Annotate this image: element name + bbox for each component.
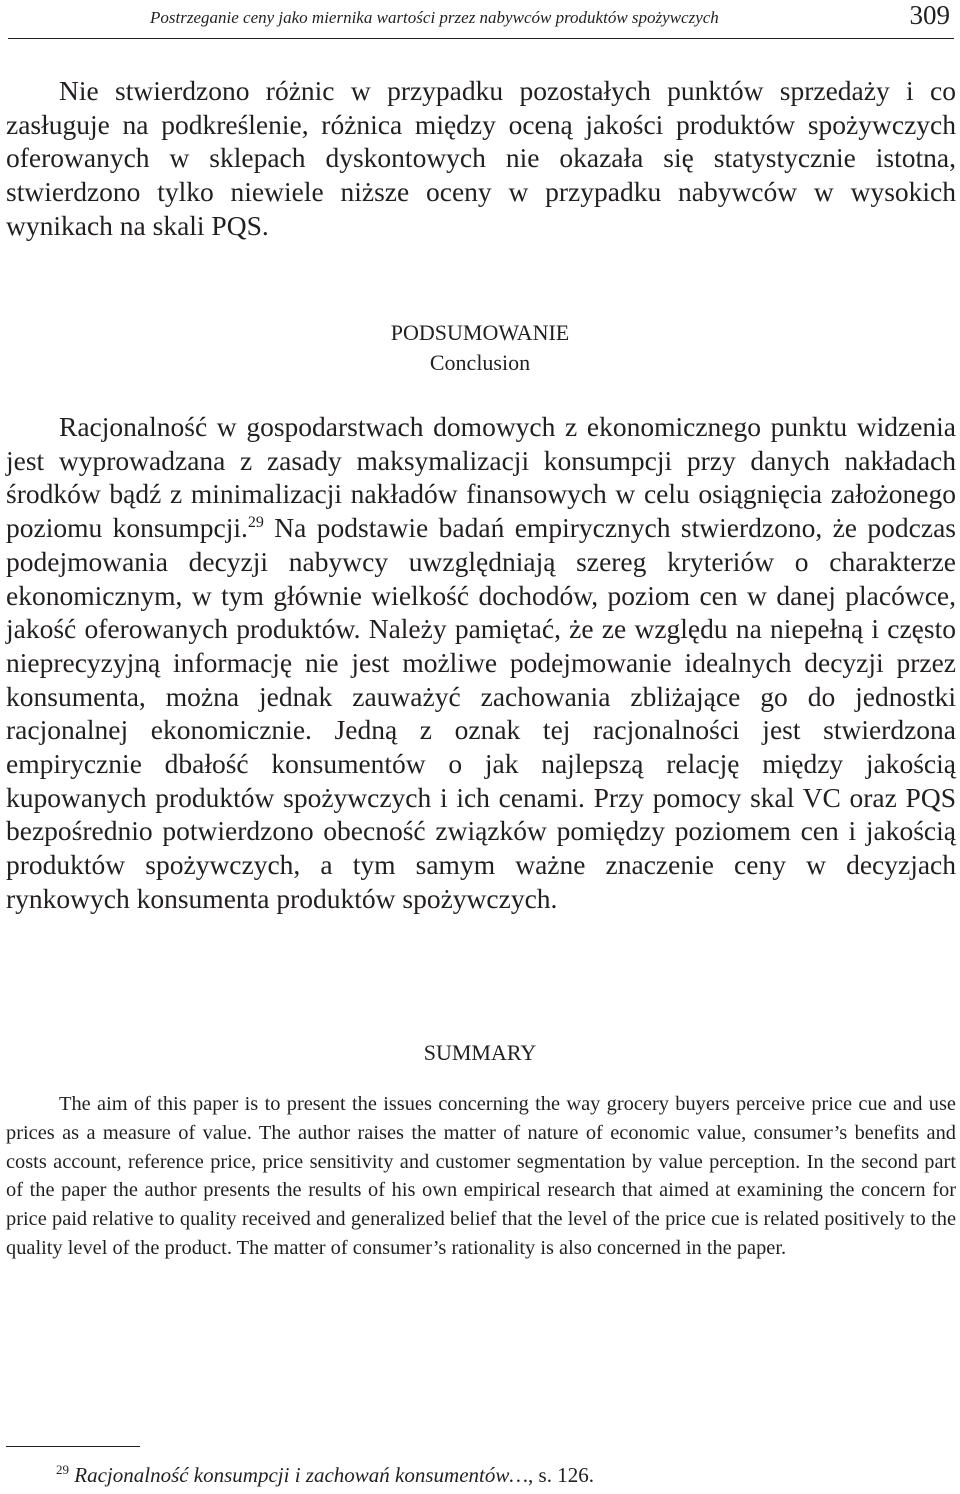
- footnote: [56, 1462, 594, 1488]
- conclusion-text-part2: Na podstawie badań empirycznych stwierdzono, że podczas podejmowania decyzji nabywcy uwzględniają szereg kryteriów o charakterze ekonomicznym, w tym głównie wielkość dochodów, poziom cen w danej placówce, jakość oferowanych produktów. Należy pamiętać, że ze względu na niepełną i często nieprecyzyjną informację nie jest możliwe podejmowanie idealnych decyzji przez konsumenta, można jednak zauważyć zachowania zbliżające go do jednostki racjonalnej ekonomicznie. Jedną z oznak tej racjonalności jest stwierdzona empirycznie dbałość konsumentów o jak najlepszą relację między jakością kupowanych produktów spożywczych i ich cenami. Przy pomocy skal VC oraz PQS bezpośrednio potwierdzono obecność związków pomiędzy poziomem cen i jakością produktów spożywczych, a tym samym ważne znaczenie ceny w decyzjach rynkowych konsumenta produktów spożywczych.: [6, 512, 956, 914]
- intro-paragraph: Nie stwierdzono różnic w przypadku pozostałych punktów sprzedaży i co zasługuje na podkreślenie, różnica między oceną jakości produktów spożywczych oferowanych w sklepach dyskontowych nie okazała się statystycznie istotna, stwierdzono tylko niewiele niższe oceny w przypadku nabywców w wysokich wynikach na skali PQS.: [6, 75, 956, 241]
- footnote-reference[interactable]: 29: [247, 514, 264, 532]
- summary-paragraph: The aim of this paper is to present the issues concerning the way grocery buyers perceive price cue and use prices as a measure of value. The author raises the matter of nature of economic value, consumer’s benefits and costs account, reference price, price sensitivity and customer segmentation by value perception. In the second part of the paper the author presents the results of his own empirical research that aimed at examining the concern for price paid relative to quality received and generalized belief that the level of the price cue is related positively to the quality level of the product. The matter of consumer’s rationality is also concerned in the paper.: [6, 1093, 956, 1259]
- page-number: 309: [909, 0, 950, 30]
- running-title: Postrzeganie ceny jako miernika wartości przez nabywców produktów spożywczych: [150, 8, 719, 27]
- running-header: [8, 0, 954, 39]
- conclusion-paragraph: [6, 410, 956, 916]
- section-subheading: Conclusion: [429, 350, 531, 375]
- footnote-divider: [6, 1446, 140, 1447]
- footnote-citation: , s. 126.: [528, 1463, 594, 1487]
- summary-heading: SUMMARY: [423, 1040, 537, 1065]
- section-heading: PODSUMOWANIE: [390, 320, 570, 345]
- footnote-title: Racjonalność konsumpcji i zachowań konsumentów…: [74, 1463, 529, 1487]
- footnote-number: 29: [56, 1462, 69, 1477]
- conclusion-text-part1: Racjonalność w gospodarstwach domowych z ekonomicznego punktu widzenia jest wyprowadzana z zasady maksymalizacji konsumpcji przy danych nakładach środków bądź z minimalizacji nakładów finansowych w celu osiągnięcia założonego poziomu konsumpcji.: [6, 411, 956, 544]
